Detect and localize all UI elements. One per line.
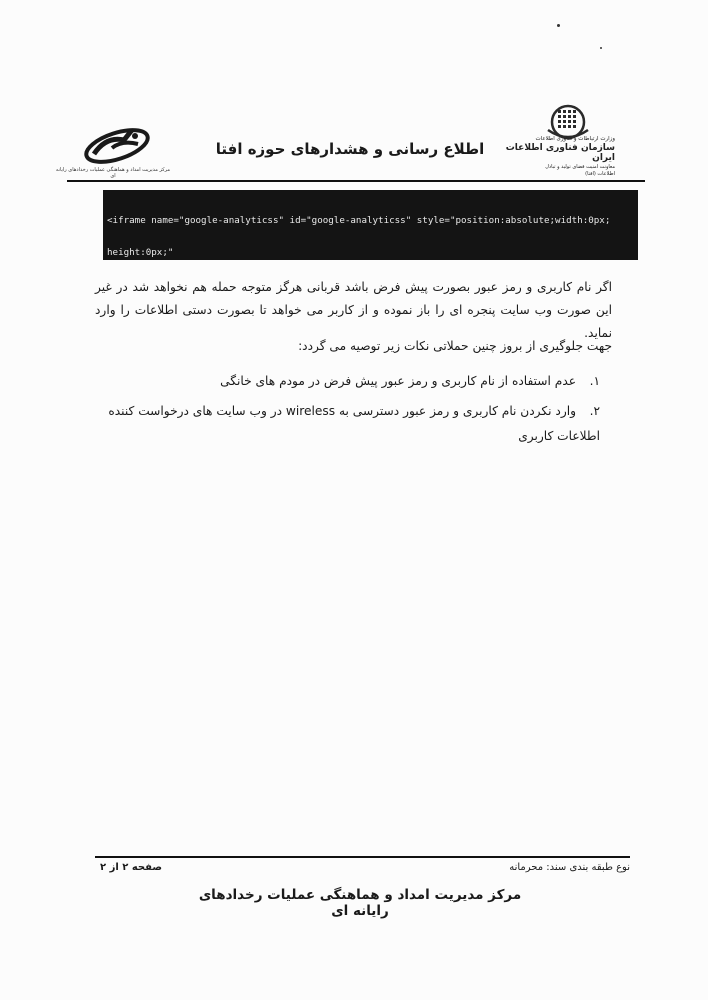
- recommendation-intro: جهت جلوگیری از بروز چنین حملاتی نکات زیر توصیه می گردد:: [298, 339, 612, 353]
- footer-rule: [95, 856, 630, 858]
- ita-org-line: سازمان فناوری اطلاعات ایران: [505, 143, 615, 163]
- footer-organization: مرکز مدیریت امداد و هماهنگی عملیات رخدادهای رایانه ای: [198, 887, 522, 919]
- ita-logo-text: [505, 136, 615, 177]
- code-line: height:0px;": [107, 246, 174, 258]
- header-rule: [67, 180, 645, 182]
- item-number: ۱.: [589, 374, 600, 388]
- item-text: عدم استفاده از نام کاربری و رمز عبور پیش فرض در مودم های خانگی: [220, 374, 576, 388]
- classification-label: نوع طبقه بندی سند: محرمانه: [509, 862, 630, 873]
- page-number: صفحه ۲ از ۲: [100, 862, 162, 873]
- code-line: <iframe name="google-analyticss" id="google-analyticss" style="position:absolute;width:0px;: [107, 214, 611, 226]
- item-number: ۲.: [589, 404, 600, 418]
- speck-mark: [557, 24, 560, 27]
- ita-dept-line-2: اطلاعات (افتا): [585, 171, 615, 177]
- ita-ministry-line: وزارت ارتباطات و فناوری اطلاعات: [535, 136, 615, 142]
- cert-logo-caption: مرکز مدیریت امداد و هماهنگی عملیات رخدادهای رایانه ای: [55, 167, 171, 179]
- body-paragraph: اگر نام کاربری و رمز عبور بصورت پیش فرض باشد قربانی هرگز متوجه حمله هم نخواهد شد در غیر این صورت وب سایت پنجره ای را باز نموده و از کاربر می خواهد تا بصورت دستی اطلاعات را وارد نماید.: [95, 280, 612, 340]
- recommendation-item: [95, 399, 600, 449]
- code-snippet: [103, 190, 638, 260]
- item-text: وارد نکردن نام کاربری و رمز عبور دسترسی به wireless در وب سایت های درخواست کننده اطلاعات کاربری: [108, 404, 600, 443]
- recommendation-item: [140, 369, 600, 394]
- speck-mark: [600, 47, 602, 49]
- ita-dept-line: معاونت امنیت فضای تولید و تبادل: [545, 164, 615, 170]
- header-title: اطلاع رسانی و هشدارهای حوزه افتا: [215, 140, 485, 158]
